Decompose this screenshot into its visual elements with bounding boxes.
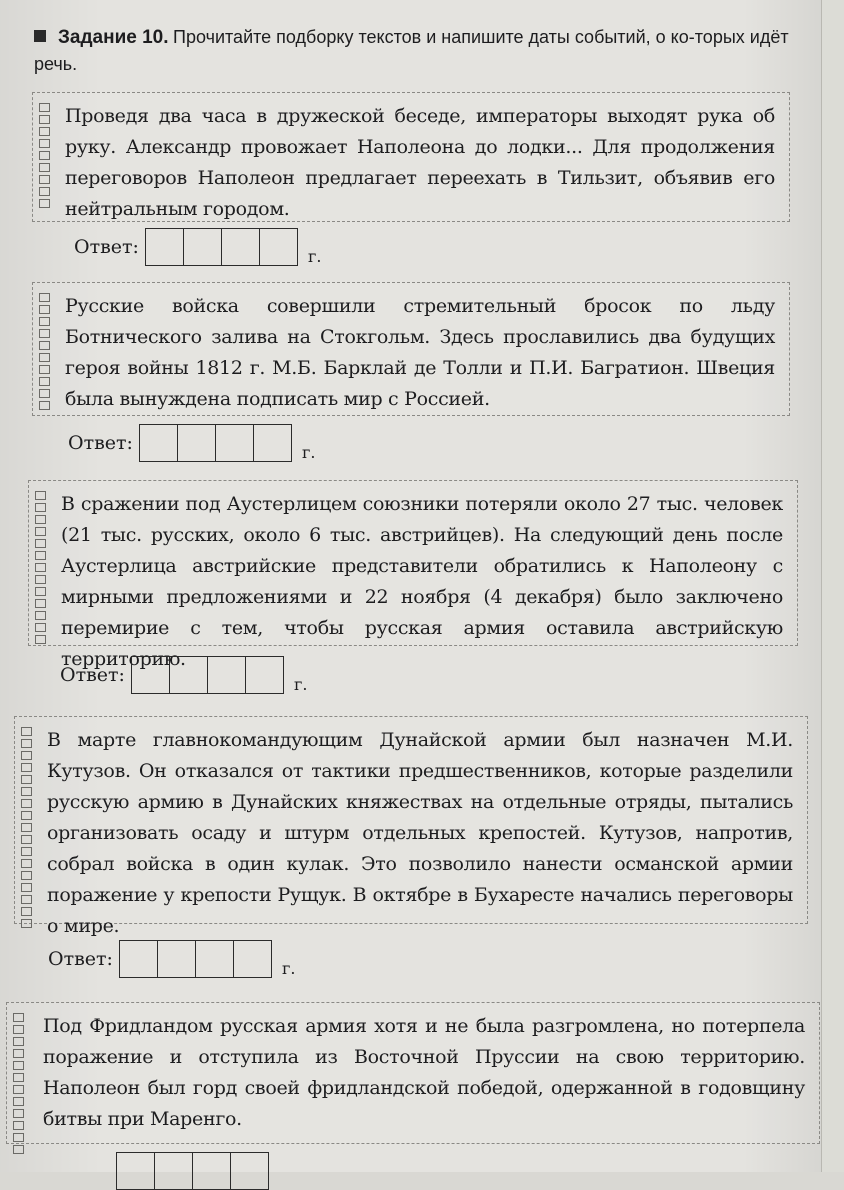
margin-marks (13, 1013, 27, 1154)
digit-cell[interactable] (216, 425, 254, 461)
digit-cell[interactable] (184, 229, 222, 265)
margin-marks (39, 103, 53, 208)
passage-text: Под Фридландом русская армия хотя и не была разгромлена, но потерпела поражение и отступила из Восточной Пруссии на свою территорию. Наполеон был горд своей фридландской победой, одержанной в годовщину битвы при Маренго. (43, 1015, 805, 1130)
task-instruction: Прочитайте подборку текстов и напишите даты событий, о ко-торых идёт речь. (34, 27, 789, 74)
passage-text: Русские войска совершили стремительный бросок по льду Ботнического залива на Стокгольм. Здесь прославились два будущих героя войны 1812 г. М.Б. Барклай де Толли и П.И. Багратион. Швеция была вынуждена подписать мир с Россией. (65, 295, 775, 410)
digit-cell[interactable] (222, 229, 260, 265)
digit-cell[interactable] (120, 941, 158, 977)
answer-cells[interactable] (116, 1152, 269, 1190)
year-unit: г. (281, 959, 296, 978)
passage-4 (14, 716, 808, 937)
digit-cell[interactable] (117, 1153, 155, 1189)
digit-cell[interactable] (260, 229, 297, 265)
task-label: Задание 10. (58, 27, 169, 48)
answer-cells[interactable] (139, 424, 292, 462)
passage-text: В марте главнокомандующим Дунайской армии был назначен М.И. Кутузов. Он отказался от тактики предшественников, которые разделили русскую армию в Дунайских княжествах на отдельные отряды, пытались организовать осаду и штурм отдельных крепостей. Кутузов, напротив, собрал войска в один кулак. Это позволило нанести османской армии поражение у крепости Рущук. В октябре в Бухаресте начались переговоры о мире. (47, 729, 793, 937)
passage-text: В сражении под Аустерлицем союзники потеряли около 27 тыс. человек (21 тыс. русских, около 6 тыс. австрийцев). На следующий день после Аустерлица австрийские представители обратились к Наполеону с мирными предложениями и 22 ноября (4 декабря) было заключено перемирие с тем, чтобы русская армия оставила австрийскую территорию. (61, 493, 783, 670)
passage-5 (6, 1002, 820, 1144)
digit-cell[interactable] (208, 657, 246, 693)
passage-1 (32, 92, 790, 222)
digit-cell[interactable] (196, 941, 234, 977)
passage-2 (32, 282, 790, 416)
answer-label: Ответ: (48, 948, 113, 970)
adjacent-page-edge (821, 0, 844, 1172)
year-unit: г. (293, 675, 308, 694)
answer-row-3 (60, 656, 307, 694)
answer-cells[interactable] (131, 656, 284, 694)
margin-marks (35, 491, 49, 644)
answer-cells[interactable] (145, 228, 298, 266)
digit-cell[interactable] (158, 941, 196, 977)
task-header (34, 24, 794, 77)
answer-row-4 (48, 940, 295, 978)
year-unit: г. (301, 443, 316, 462)
digit-cell[interactable] (146, 229, 184, 265)
answer-row-1 (74, 228, 321, 266)
digit-cell[interactable] (140, 425, 178, 461)
digit-cell[interactable] (246, 657, 283, 693)
digit-cell[interactable] (132, 657, 170, 693)
digit-cell[interactable] (178, 425, 216, 461)
answer-label: Ответ: (68, 432, 133, 454)
digit-cell[interactable] (234, 941, 271, 977)
digit-cell[interactable] (155, 1153, 193, 1189)
digit-cell[interactable] (170, 657, 208, 693)
passage-3 (28, 480, 798, 670)
margin-marks (21, 727, 35, 928)
digit-cell[interactable] (254, 425, 291, 461)
answer-label: Ответ: (74, 236, 139, 258)
digit-cell[interactable] (231, 1153, 268, 1189)
margin-marks (39, 293, 53, 410)
answer-row-5 (116, 1152, 269, 1190)
answer-row-2 (68, 424, 315, 462)
year-unit: г. (307, 247, 322, 266)
passage-text: Проведя два часа в дружеской беседе, императоры выходят рука об руку. Александр провожает Наполеона до лодки... Для продолжения переговоров Наполеон предлагает переехать в Тильзит, объявив его нейтральным городом. (65, 105, 775, 220)
digit-cell[interactable] (193, 1153, 231, 1189)
square-bullet-icon (34, 30, 46, 42)
answer-cells[interactable] (119, 940, 272, 978)
answer-label: Ответ: (60, 664, 125, 686)
